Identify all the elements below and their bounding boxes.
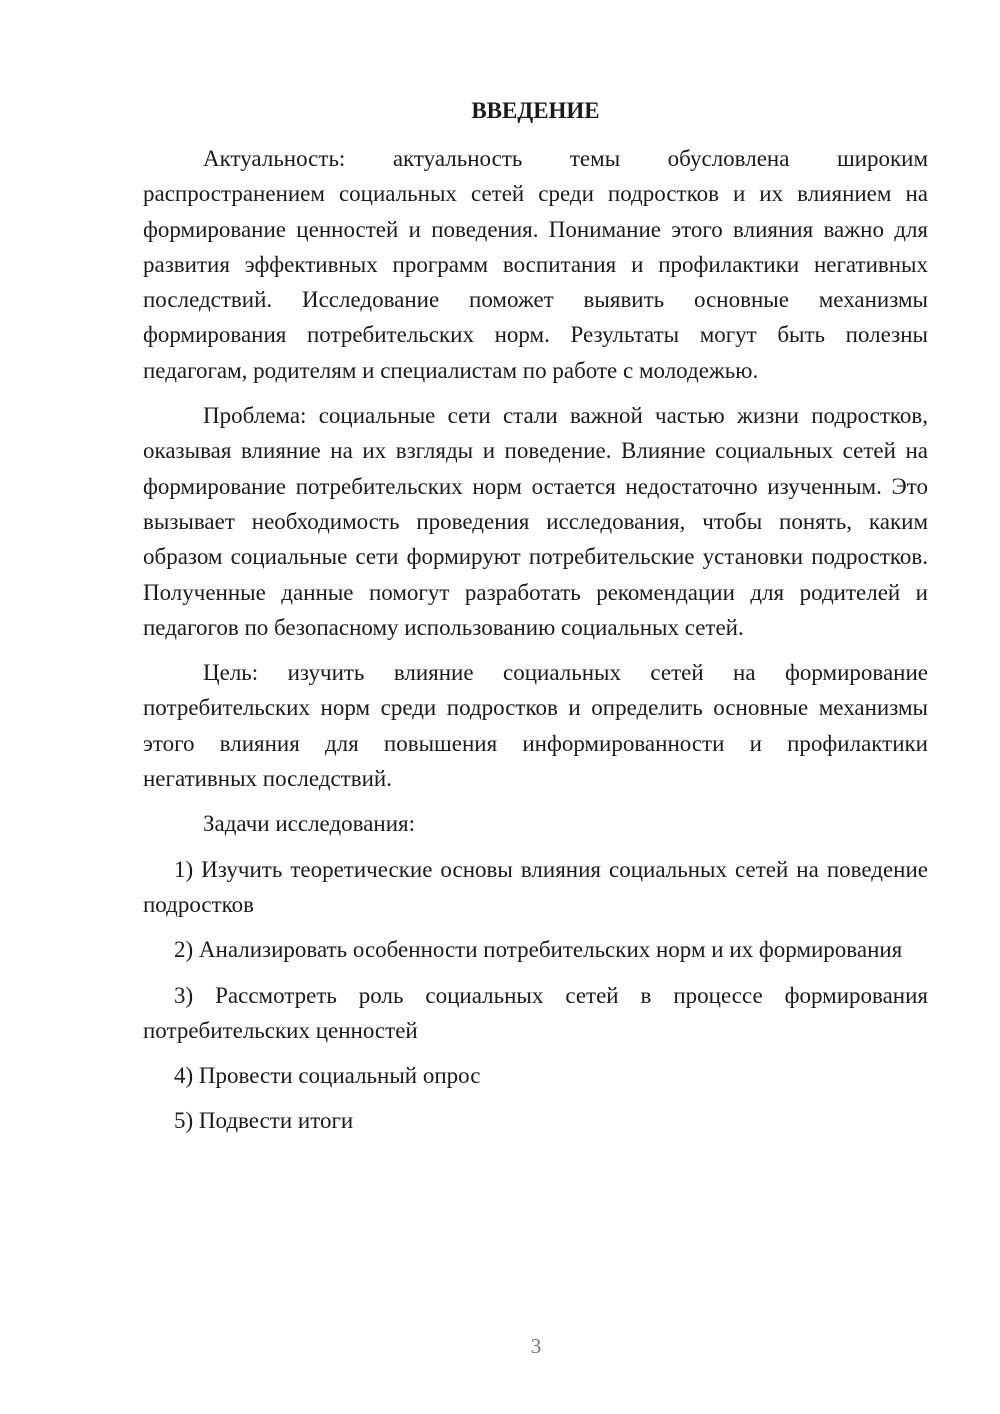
task-item: 5) Подвести итоги	[174, 1108, 354, 1134]
tasks-heading: Задачи исследования:	[203, 811, 416, 837]
paragraph-actuality: Актуальность: актуальность темы обусловлена широким распространением социальных сетей среди подростков и их влиянием на формирование ценностей и поведения. Понимание этого влияния важно для развития эффективных программ воспитания и профилактики негативных последствий. Исследование поможет выявить основные механизмы формирования потребительских норм. Результаты могут быть полезны педагогам, родителям и специалистам по работе с молодежью.	[143, 146, 928, 383]
page-number: 3	[530, 1334, 542, 1358]
task-item: 3) Рассмотреть роль социальных сетей в процессе формирования потребительских ценностей	[143, 982, 928, 1043]
page-content	[143, 93, 928, 1139]
task-item: 4) Провести социальный опрос	[174, 1063, 481, 1089]
paragraph-goal: Цель: изучить влияние социальных сетей на формирование потребительских норм среди подростков и определить основные механизмы этого влияния для повышения информированности и профилактики негативных последствий.	[143, 660, 928, 792]
page-title: ВВЕДЕНИЕ	[471, 98, 600, 123]
task-item: 2) Анализировать особенности потребительских норм и их формирования	[174, 937, 903, 963]
task-item: 1) Изучить теоретические основы влияния социальных сетей на поведение подростков	[143, 856, 928, 917]
paragraph-problem: Проблема: социальные сети стали важной частью жизни подростков, оказывая влияние на их взгляды и поведение. Влияние социальных сетей на формирование потребительских норм остается недостаточно изученным. Это вызывает необходимость проведения исследования, чтобы понять, каким образом социальные сети формируют потребительские установки подростков. Полученные данные помогут разработать рекомендации для родителей и педагогов по безопасному использованию социальных сетей.	[143, 403, 928, 640]
